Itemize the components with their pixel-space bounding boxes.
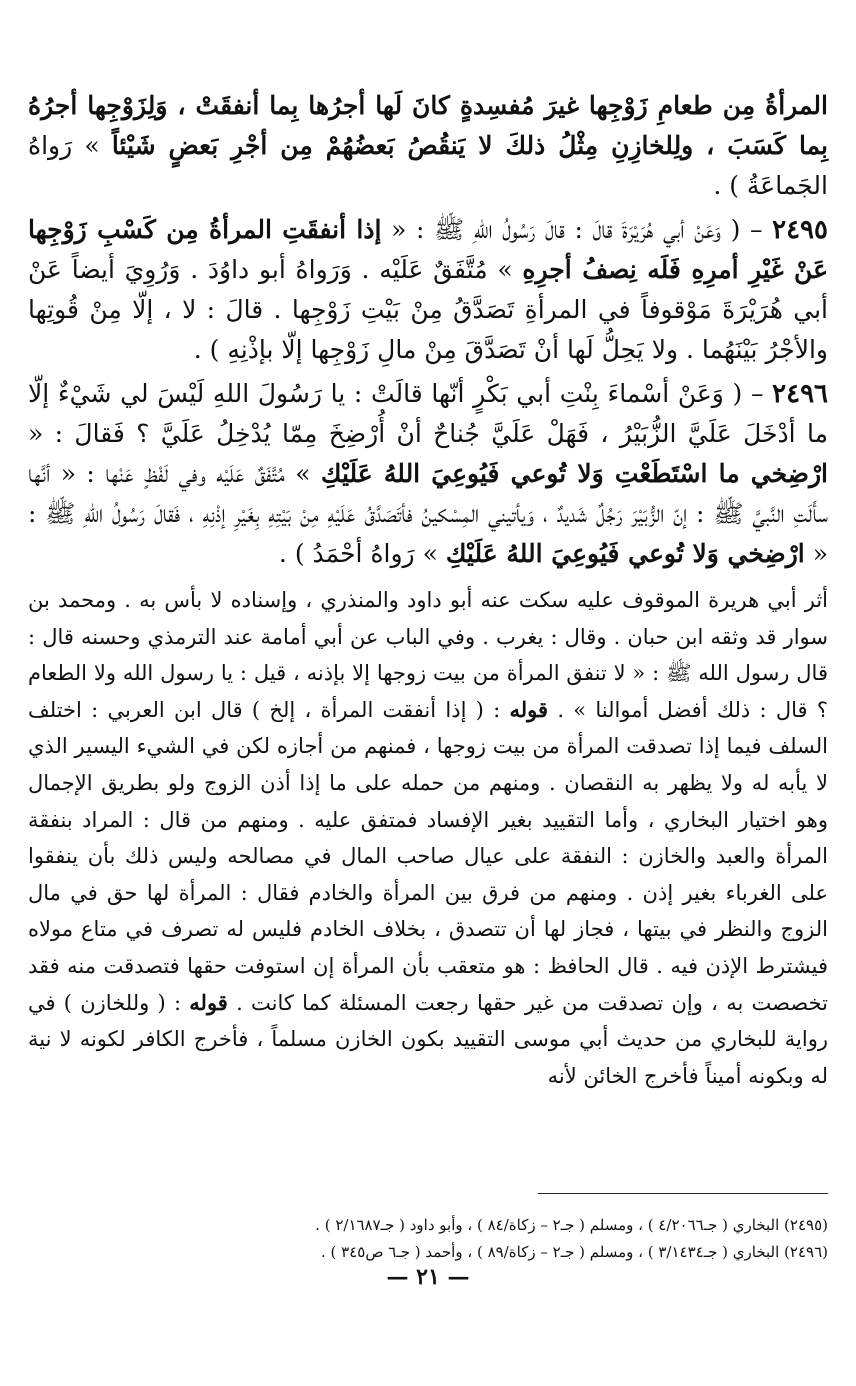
hadith-text <box>28 86 828 574</box>
hadith-2494-narrator: » رَواهُ الجَماعَةُ ) . <box>28 131 828 200</box>
hadith-quote: ارْضِخي وَلا تُوعي فَيُوعِيَ اللهُ عَلَيْكِ <box>445 539 805 568</box>
hadith-2494-quote: المرأةُ مِن طعامِ زَوْجِها غيرَ مُفسِدةٍ كانَ لَها أجرُها بِما أنفقَتْ ، وَلِزَوْجِها أجرُهُ بِما كَسَبَ ، ولِلخازِنِ مِثْلُ ذلكَ لا يَنقُصُ بَعضُهُمْ مِن أجْرِ بَعضٍ شَيْئاً <box>28 91 828 160</box>
footnotes <box>28 1212 828 1266</box>
page-number: — ٢١ — <box>386 1264 470 1290</box>
hadith-number: ٢٤٩٥ <box>772 215 828 245</box>
hadith-intro: – ( وَعَنْ أسْماءَ بِنْتِ أبي بَكْرٍ أنّها قالَتْ : يا رَسُولَ اللهِ لَيْسَ لي شَيْءٌ إلّا ما أدْخَلَ عَلَيَّ الزُّبَيْرُ ، فَهَلْ عَلَيَّ جُناحٌ أنْ أُرْضِخَ مِمّا يُدْخِلُ عَلَيَّ ؟ فَقالَ : « <box>28 379 828 448</box>
footnote: (٢٤٩٥) البخاري ( جـ٤/٢٠٦٦ ) ، ومسلم ( جـ٢ – زكاة/٨٤ ) ، وأبو داود ( جـ٢/١٦٨٧ ) . <box>315 1216 828 1234</box>
footnote: (٢٤٩٦) البخاري ( جـ٣/١٤٣٤ ) ، ومسلم ( جـ٢ – زكاة/٨٩ ) ، وأحمد ( جـ٦ ص٣٤٥ ) . <box>321 1243 828 1261</box>
hadith-number: ٢٤٩٦ <box>772 379 829 409</box>
hadith-2494-tail <box>28 86 828 206</box>
hadith-2495 <box>28 210 828 370</box>
commentary <box>28 582 828 1094</box>
qawluh-label: قوله <box>189 989 228 1015</box>
commentary-part: أثر أبي هريرة الموقوف عليه سكت عنه أبو داود والمنذري ، وإسناده لا بأس به . ومحمد بن سوار قد وثقه ابن حبان . وقال : يغرب . وفي الباب عن أبي أمامة عند الترمذي وحسنه قال : قال رسول الله ﷺ : « لا تنفق المرأة من بيت زوجها إلا بإذنه ، قيل : يا رسول الله ولا الطعام ؟ قال : ذلك أفضل أموالنا » . <box>28 588 828 722</box>
page-body <box>28 86 828 1094</box>
hadith-rest: » مُتَّفَقٌ عَلَيْه . وَرَواهُ أبو داوُدَ . وَرُوِيَ أيضاً عَنْ أبي هُرَيْرَةَ مَوْقوفاً في المرأةِ تَصَدَّقُ مِنْ بَيْتِ زَوْجِها . قالَ : لا ، إلّا مِنْ قُوتِها والأجْرُ بَيْنَهُما . ولا يَحِلُّ لَها أنْ تَصَدَّقَ مِنْ مالِ زَوْجِها إلّا بإذْنِهِ ) . <box>28 255 828 364</box>
commentary-part: : ( وللخازن ) في رواية للبخاري من حديث أبي موسى التقييد بكون الخازن مسلماً ، فأخرج الكافر لكونه لا نية له وبكونه أميناً فأخرج الخائن لأنه <box>28 990 828 1088</box>
qawluh-label: قوله <box>509 696 549 722</box>
commentary-part: : ( إذا أنفقت المرأة ، إلخ ) قال ابن العربي : اختلف السلف فيما إذا تصدقت المرأة من بيت زوجها ، فمنهم من أجازه لكن في الشيء اليسير الذي لا يأبه له ولا يظهر به النقصان . ومنهم من حمله على ما إذا أذن الزوج ولو بطريق الإجمال وهو اختيار البخاري ، وأما التقييد بغير الإفساد فمتفق عليه . ومنهم من قال : المراد بنفقة المرأة والعبد والخازن : النفقة على عيال صاحب المال في مصالحه وليس ذلك بأن ينفقوا على الغرباء بغير إذن . ومنهم من فرق بين المرأة والخادم فقال : المرأة لها حق في مال الزوج والنظر في بيتها ، فجاز لها أن تتصدق ، بخلاف الخادم فليس له تصرف في متاع مولاه فيشترط الإذن فيه . قال الحافظ : هو متعقب بأن المرأة إن استوفت حقها فتصدقت منه فقد تخصصت به ، وإن تصدقت من غير حقها رجعت المسئلة كما كانت . <box>28 697 828 1015</box>
hadith-quote: ارْضِخي ما اسْتَطَعْتِ وَلا تُوعي فَيُوعِيَ اللهُ عَلَيْكِ <box>320 459 828 488</box>
hadith-end: » رَواهُ أحْمَدُ ) . <box>278 539 438 568</box>
hadith-intro: – ( وَعَنْ أبي هُرَيْرَةَ قالَ : قالَ رَسُولُ اللهِ ﷺ : « <box>391 215 763 244</box>
hadith-quote: إذا أنفقَتِ المرأةُ مِن كَسْبِ زَوْجِها عَنْ غَيْرِ أمرِهِ فَلَه نِصفُ أجرِهِ <box>28 215 829 284</box>
hadith-2496 <box>28 374 828 574</box>
hadith-middle: » مُتَّفَقٌ عَلَيْه وفي لَفْظٍ عَنْها : « أنَّها سأَلَتِ النَّبيَّ ﷺ : إنّ الزُّبَيْرَ رَجُلٌ شَديدٌ ، وَيأتيني المِسْكينُ فأتَصَدَّقُ عَلَيْهِ مِنْ بَيْتِهِ بِغَيْرِ إذْنِهِ ، فَقالَ رَسُولُ اللهِ ﷺ : « <box>28 459 828 568</box>
